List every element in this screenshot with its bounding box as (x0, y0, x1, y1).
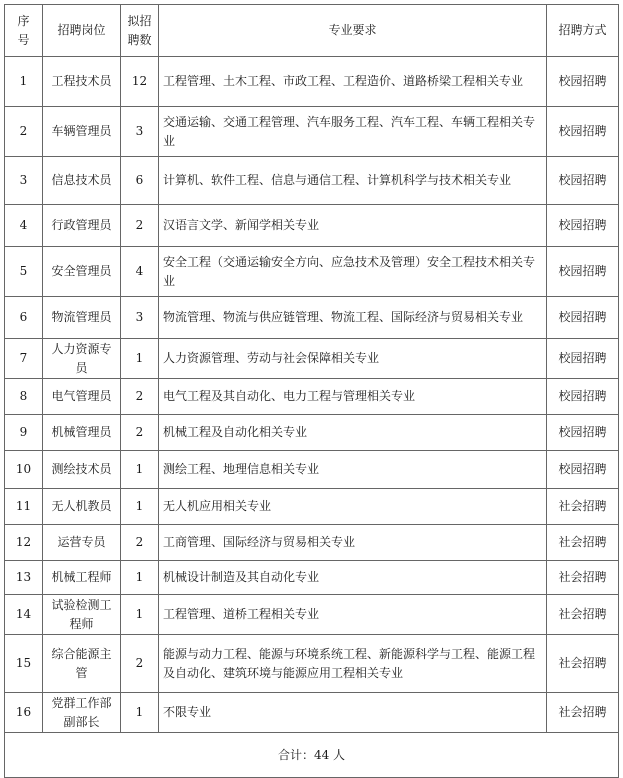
row-number: 7 (5, 339, 43, 379)
table-row (5, 379, 619, 415)
row-number: 14 (5, 595, 43, 635)
row-method: 社会招聘 (547, 561, 619, 595)
row-number: 10 (5, 451, 43, 489)
row-requirement: 工程管理、土木工程、市政工程、工程造价、道路桥梁工程相关专业 (159, 57, 547, 107)
table-row (5, 205, 619, 247)
row-count: 3 (121, 297, 159, 339)
row-position: 机械工程师 (43, 561, 121, 595)
row-count: 12 (121, 57, 159, 107)
row-count: 6 (121, 157, 159, 205)
row-requirement: 机械设计制造及其自动化专业 (159, 561, 547, 595)
header-no: 序 号 (5, 5, 43, 57)
table-row (5, 247, 619, 297)
row-requirement: 测绘工程、地理信息相关专业 (159, 451, 547, 489)
row-method: 校园招聘 (547, 247, 619, 297)
table-row (5, 525, 619, 561)
total-cell: 合计：44 人 (5, 733, 619, 778)
header-position: 招聘岗位 (43, 5, 121, 57)
row-method: 社会招聘 (547, 595, 619, 635)
row-requirement: 工程管理、道桥工程相关专业 (159, 595, 547, 635)
table-row (5, 561, 619, 595)
row-position: 人力资源专员 (43, 339, 121, 379)
row-position: 机械管理员 (43, 415, 121, 451)
row-position: 电气管理员 (43, 379, 121, 415)
row-count: 1 (121, 561, 159, 595)
row-count: 1 (121, 595, 159, 635)
row-number: 16 (5, 693, 43, 733)
row-number: 6 (5, 297, 43, 339)
row-position: 工程技术员 (43, 57, 121, 107)
row-position: 测绘技术员 (43, 451, 121, 489)
row-method: 校园招聘 (547, 297, 619, 339)
table-row (5, 297, 619, 339)
row-number: 3 (5, 157, 43, 205)
row-position: 车辆管理员 (43, 107, 121, 157)
table-row (5, 451, 619, 489)
row-method: 校园招聘 (547, 339, 619, 379)
row-requirement: 工商管理、国际经济与贸易相关专业 (159, 525, 547, 561)
row-count: 3 (121, 107, 159, 157)
row-number: 13 (5, 561, 43, 595)
header-method: 招聘方式 (547, 5, 619, 57)
table-row (5, 489, 619, 525)
row-requirement: 汉语言文学、新闻学相关专业 (159, 205, 547, 247)
row-position: 信息技术员 (43, 157, 121, 205)
row-position: 物流管理员 (43, 297, 121, 339)
row-position: 运营专员 (43, 525, 121, 561)
row-method: 校园招聘 (547, 107, 619, 157)
table-row (5, 107, 619, 157)
table-body (5, 57, 619, 733)
row-requirement: 物流管理、物流与供应链管理、物流工程、国际经济与贸易相关专业 (159, 297, 547, 339)
row-requirement: 安全工程（交通运输安全方向、应急技术及管理）安全工程技术相关专业 (159, 247, 547, 297)
table-row (5, 339, 619, 379)
recruitment-table (4, 4, 619, 778)
table-row (5, 595, 619, 635)
row-position: 党群工作部副部长 (43, 693, 121, 733)
row-method: 校园招聘 (547, 205, 619, 247)
row-number: 15 (5, 635, 43, 693)
row-requirement: 人力资源管理、劳动与社会保障相关专业 (159, 339, 547, 379)
table-row (5, 415, 619, 451)
row-position: 试验检测工程师 (43, 595, 121, 635)
row-method: 校园招聘 (547, 451, 619, 489)
row-count: 1 (121, 451, 159, 489)
row-requirement: 计算机、软件工程、信息与通信工程、计算机科学与技术相关专业 (159, 157, 547, 205)
row-position: 无人机教员 (43, 489, 121, 525)
table-row (5, 693, 619, 733)
row-position: 安全管理员 (43, 247, 121, 297)
row-method: 校园招聘 (547, 379, 619, 415)
row-method: 校园招聘 (547, 57, 619, 107)
row-number: 1 (5, 57, 43, 107)
row-count: 2 (121, 525, 159, 561)
table-row (5, 635, 619, 693)
row-count: 1 (121, 489, 159, 525)
row-method: 社会招聘 (547, 489, 619, 525)
header-count: 拟招 聘数 (121, 5, 159, 57)
row-method: 校园招聘 (547, 157, 619, 205)
row-requirement: 机械工程及自动化相关专业 (159, 415, 547, 451)
table-row (5, 57, 619, 107)
row-number: 12 (5, 525, 43, 561)
row-position: 行政管理员 (43, 205, 121, 247)
row-number: 2 (5, 107, 43, 157)
header-requirement: 专业要求 (159, 5, 547, 57)
row-position: 综合能源主管 (43, 635, 121, 693)
row-number: 4 (5, 205, 43, 247)
row-count: 1 (121, 693, 159, 733)
row-count: 1 (121, 339, 159, 379)
row-method: 社会招聘 (547, 693, 619, 733)
row-count: 2 (121, 635, 159, 693)
row-count: 2 (121, 415, 159, 451)
row-number: 8 (5, 379, 43, 415)
row-requirement: 交通运输、交通工程管理、汽车服务工程、汽车工程、车辆工程相关专业 (159, 107, 547, 157)
row-method: 社会招聘 (547, 525, 619, 561)
row-count: 2 (121, 379, 159, 415)
row-count: 2 (121, 205, 159, 247)
row-number: 5 (5, 247, 43, 297)
row-number: 11 (5, 489, 43, 525)
row-requirement: 电气工程及其自动化、电力工程与管理相关专业 (159, 379, 547, 415)
row-number: 9 (5, 415, 43, 451)
row-count: 4 (121, 247, 159, 297)
row-requirement: 无人机应用相关专业 (159, 489, 547, 525)
row-method: 校园招聘 (547, 415, 619, 451)
total-row (5, 733, 619, 778)
row-requirement: 能源与动力工程、能源与环境系统工程、新能源科学与工程、能源工程及自动化、建筑环境与能源应用工程相关专业 (159, 635, 547, 693)
header-row (5, 5, 619, 57)
table-row (5, 157, 619, 205)
row-method: 社会招聘 (547, 635, 619, 693)
row-requirement: 不限专业 (159, 693, 547, 733)
